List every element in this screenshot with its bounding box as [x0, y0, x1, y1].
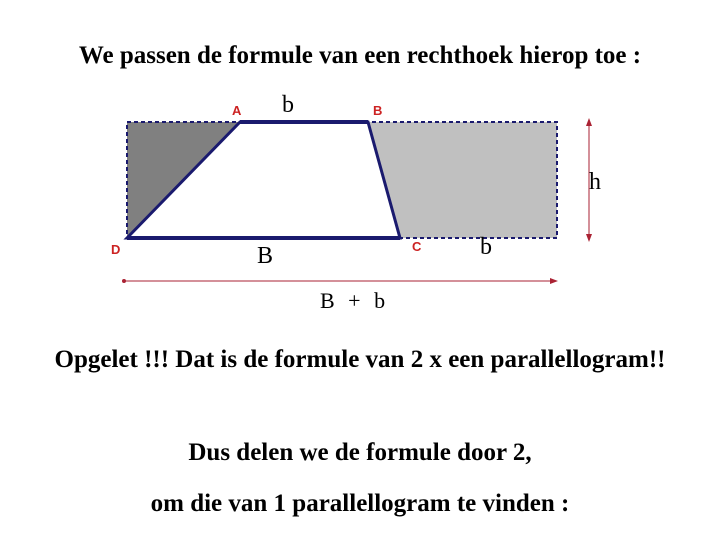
warning-text: Opgelet !!! Dat is de formule van 2 x een parallellogram!! [54, 346, 666, 373]
label-height: h [589, 169, 601, 195]
point-label-c: C [412, 239, 422, 254]
point-label-d: D [111, 242, 121, 257]
height-arrow-top-head [586, 118, 592, 126]
label-bottom-small-b: b [480, 234, 492, 260]
label-top-b: b [282, 92, 294, 118]
parallelogram-text: om die van 1 parallellogram te vinden : [150, 490, 570, 517]
label-bottom-big-b: B [257, 243, 274, 269]
height-arrow-bottom-head [586, 234, 592, 242]
point-label-a: A [232, 103, 242, 118]
sum-arrow-start-dot [122, 279, 126, 283]
sum-arrow-head [550, 278, 558, 284]
label-sum: B + b [320, 288, 386, 313]
title-text: We passen de formule van een rechthoek hierop toe : [78, 42, 642, 69]
divide-text: Dus delen we de formule door 2, [188, 439, 532, 466]
point-label-b: B [373, 103, 383, 118]
